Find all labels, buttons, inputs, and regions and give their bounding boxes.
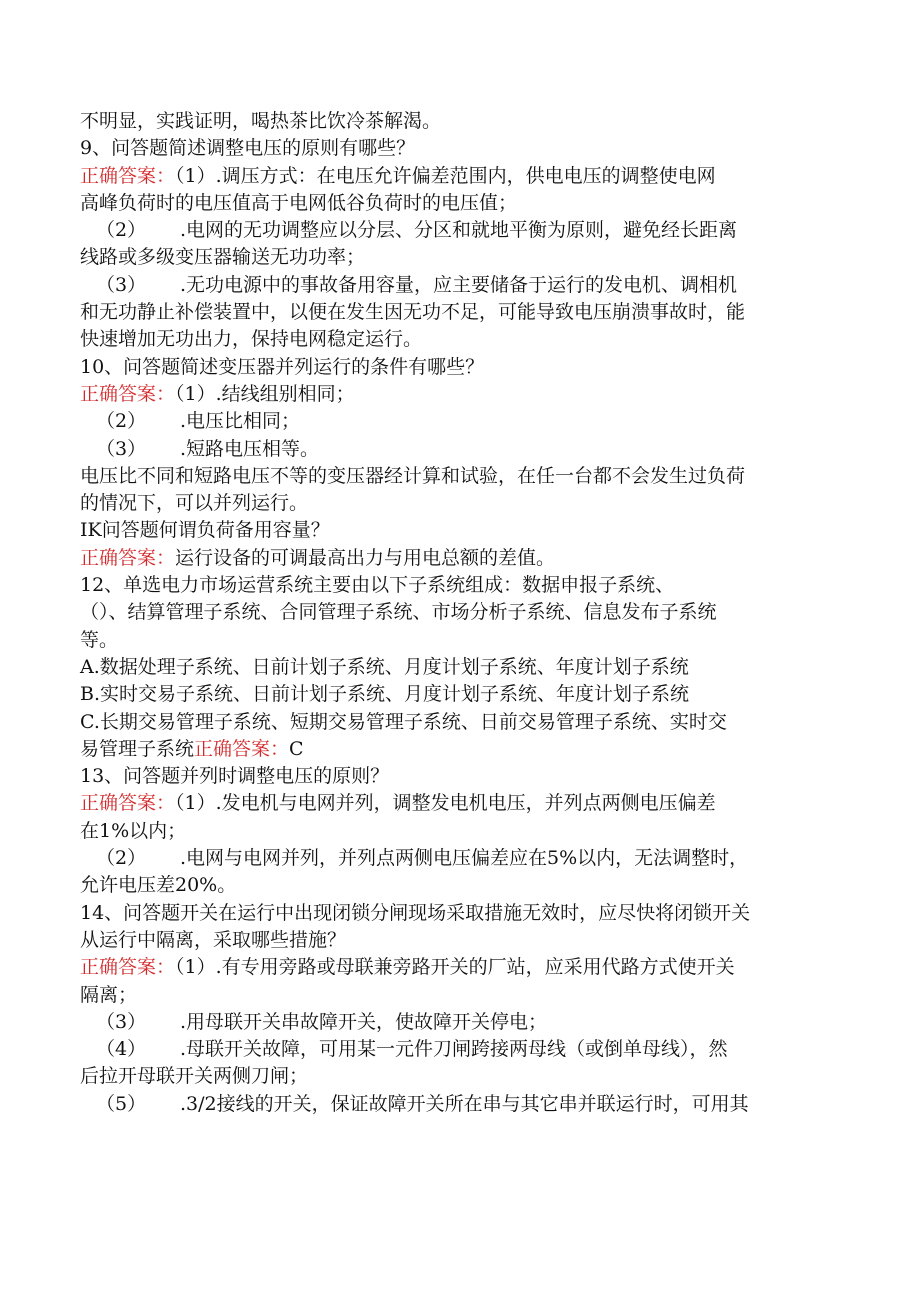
text-line: 和无功静止补偿装置中，以便在发生因无功不足，可能导致电压崩溃事故时，能 xyxy=(80,301,746,324)
numbered-line xyxy=(80,217,842,244)
answer-text: （1）.调压方式：在电压允许偏差范围内，供电电压的调整使电网 xyxy=(175,164,716,187)
item-number: （3） xyxy=(96,437,147,460)
text-line: 允许电压差20%。 xyxy=(80,874,237,897)
text-line: 电压比不同和短路电压不等的变压器经计算和试验，在任一台都不会发生过负荷 xyxy=(80,464,746,487)
item-text: .母联开关故障，可用某一元件刀闸跨接两母线（或倒单母线），然 xyxy=(180,1038,728,1061)
text-line: 等。 xyxy=(80,628,119,651)
question-10-title: 10、问答题简述变压器并列运行的条件有哪些？ xyxy=(80,355,485,378)
option-b: B.实时交易子系统、日前计划子系统、月度计划子系统、年度计划子系统 xyxy=(80,683,690,706)
text-line: 隔离； xyxy=(80,983,138,1006)
item-number: （3） xyxy=(96,1010,147,1033)
numbered-line xyxy=(80,408,842,435)
question-9-title: 9、问答题简述调整电压的原则有哪些？ xyxy=(80,137,416,160)
text-line: 线路或多级变压器输送无功功率； xyxy=(80,246,366,269)
text-line: 在1%以内； xyxy=(80,819,187,842)
answer-label: 正确答案： xyxy=(194,737,290,760)
item-number: （2） xyxy=(96,847,147,870)
item-text: .电网的无功调整应以分层、分区和就地平衡为原则，避免经长距离 xyxy=(180,219,738,242)
numbered-line xyxy=(80,436,842,463)
answer-value: C xyxy=(289,737,304,760)
item-text: .电压比相同； xyxy=(180,410,301,433)
text-line: 快速增加无功出力，保持电网稳定运行。 xyxy=(80,328,423,351)
option-a: A.数据处理子系统、日前计划子系统、月度计划子系统、年度计划子系统 xyxy=(80,655,689,678)
document-page xyxy=(80,108,842,1118)
answer-label: 正确答案： xyxy=(80,546,176,569)
question-11-title: IK问答题何谓负荷备用容量？ xyxy=(80,519,330,542)
answer-13-line xyxy=(80,790,842,817)
item-text: .无功电源中的事故备用容量，应主要储备于运行的发电机、调相机 xyxy=(180,273,738,296)
text-line: 后拉开母联开关两侧刀闸； xyxy=(80,1065,309,1088)
text-line: 的情况下，可以并列运行。 xyxy=(80,492,309,515)
text-line: （）、结算管理子系统、合同管理子系统、市场分析子系统、信息发布子系统 xyxy=(80,601,717,624)
text-line: 从运行中隔离，采取哪些措施？ xyxy=(80,928,347,951)
numbered-line xyxy=(80,1036,842,1063)
item-number: （5） xyxy=(96,1092,147,1115)
answer-label: 正确答案： xyxy=(80,956,176,979)
numbered-line xyxy=(80,1091,842,1118)
answer-label: 正确答案： xyxy=(80,164,176,187)
answer-text: 运行设备的可调最高出力与用电总额的差值。 xyxy=(175,546,556,569)
answer-11-line xyxy=(80,545,842,572)
text-line: 不明显，实践证明，喝热茶比饮冷茶解渴。 xyxy=(80,110,442,132)
numbered-line xyxy=(80,272,842,299)
answer-text: （1）.发电机与电网并列，调整发电机电压，并列点两侧电压偏差 xyxy=(175,792,716,815)
option-c: C.长期交易管理子系统、短期交易管理子系统、日前交易管理子系统、实时交 xyxy=(80,710,727,733)
item-text: .用母联开关串故障开关，使故障开关停电； xyxy=(180,1010,548,1033)
item-number: （2） xyxy=(96,219,147,242)
question-12-title: 12、单选电力市场运营系统主要由以下子系统组成：数据申报子系统、 xyxy=(80,574,675,597)
answer-14-line xyxy=(80,954,842,981)
item-number: （3） xyxy=(96,273,147,296)
answer-text: （1）.结线组别相同； xyxy=(175,382,355,405)
numbered-line xyxy=(80,1009,842,1036)
answer-label: 正确答案： xyxy=(80,382,176,405)
item-text: .短路电压相等。 xyxy=(180,437,320,460)
text-line: 高峰负荷时的电压值高于电网低谷负荷时的电压值； xyxy=(80,191,518,214)
answer-text: （1）.有专用旁路或母联兼旁路开关的厂站，应采用代路方式使开关 xyxy=(175,956,735,979)
item-number: （4） xyxy=(96,1038,147,1061)
question-13-title: 13、问答题并列时调整电压的原则？ xyxy=(80,765,390,788)
option-text: 易管理子系统 xyxy=(80,737,195,760)
answer-label: 正确答案： xyxy=(80,792,176,815)
option-c-continued xyxy=(80,736,842,763)
item-text: .3/2接线的开关，保证故障开关所在串与其它串并联运行时，可用其 xyxy=(180,1092,749,1115)
answer-9-line xyxy=(80,163,842,190)
numbered-line xyxy=(80,845,842,872)
item-text: .电网与电网并列，并列点两侧电压偏差应在5%以内，无法调整时， xyxy=(180,847,749,870)
answer-10-line xyxy=(80,381,842,408)
item-number: （2） xyxy=(96,410,147,433)
question-14-title: 14、问答题开关在运行中出现闭锁分闸现场采取措施无效时，应尽快将闭锁开关 xyxy=(80,901,751,924)
